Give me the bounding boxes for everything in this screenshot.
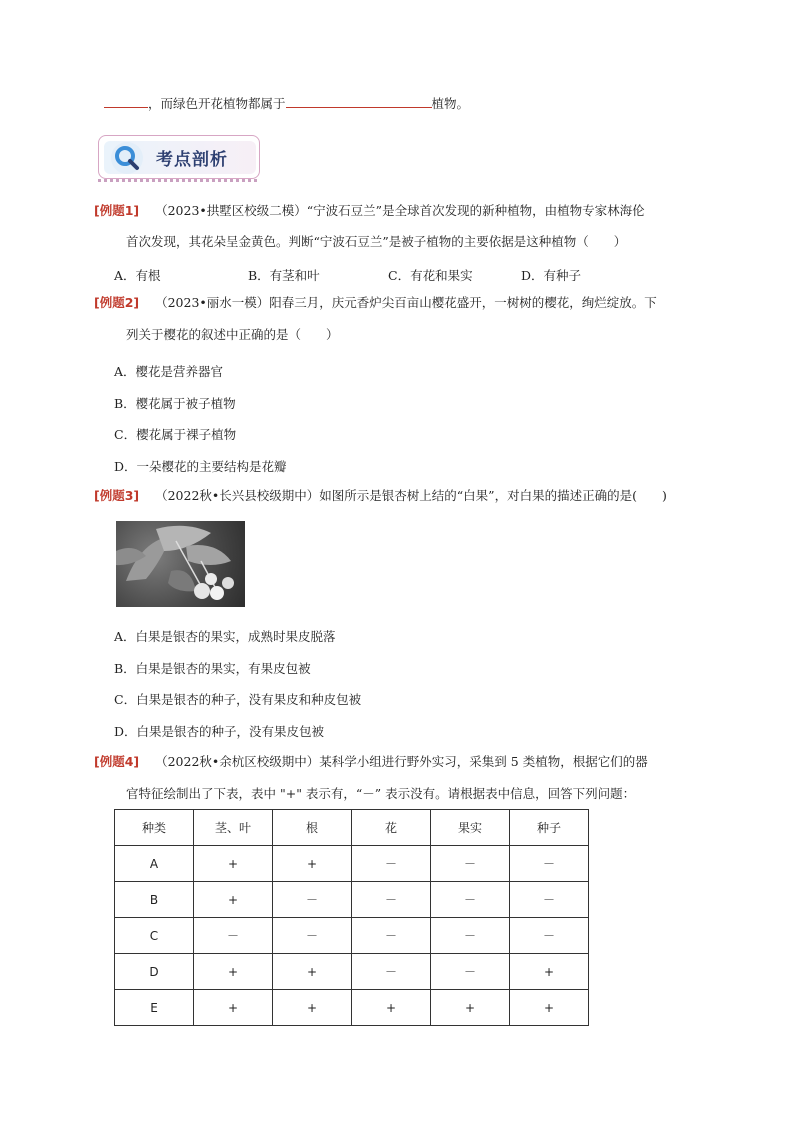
- table-row: [115, 882, 589, 918]
- table-header-cell: 根: [273, 810, 352, 846]
- q2-option-c[interactable]: C．樱花属于裸子植物: [114, 427, 237, 442]
- table-cell: +: [194, 846, 273, 882]
- q1-option-a[interactable]: A．有根: [114, 268, 161, 283]
- table-cell: +: [431, 990, 510, 1026]
- q3-option-c[interactable]: C．白果是银杏的种子，没有果皮和种皮包被: [114, 692, 362, 707]
- q1-option-c[interactable]: C．有花和果实: [388, 268, 473, 283]
- question-text: （2023•拱墅区校级二模）“宁波石豆兰”是全球首次发现的新种植物，由植物专家林海伦: [155, 203, 645, 218]
- table-cell: －: [510, 882, 589, 918]
- question-1-line-1: [94, 198, 645, 224]
- table-header-cell: 种子: [510, 810, 589, 846]
- table-cell: +: [352, 990, 431, 1026]
- table-cell: D: [115, 954, 194, 990]
- table-cell: －: [431, 846, 510, 882]
- banner-decoration: [98, 179, 260, 182]
- ginkgo-photo: [116, 521, 245, 607]
- table-cell: －: [431, 918, 510, 954]
- table-row: [115, 990, 589, 1026]
- table-cell: －: [273, 882, 352, 918]
- question-tag: [例题3]: [94, 488, 140, 503]
- question-tag: [例题4]: [94, 754, 140, 769]
- search-icon: [110, 141, 144, 175]
- table-header-cell: 花: [352, 810, 431, 846]
- table-cell: －: [510, 846, 589, 882]
- table-cell: +: [194, 882, 273, 918]
- question-4-line-2: 官特征绘制出了下表，表中 "+" 表示有，“－” 表示没有。请根据表中信息，回答下列问题：: [126, 786, 636, 801]
- q2-option-a[interactable]: A．樱花是营养器官: [114, 364, 224, 379]
- answer-blank[interactable]: [104, 94, 148, 108]
- answer-blank[interactable]: [286, 94, 432, 108]
- table-cell: －: [352, 954, 431, 990]
- table-cell: +: [273, 846, 352, 882]
- table-cell: +: [194, 954, 273, 990]
- question-2-line-2: 列关于樱花的叙述中正确的是（ ）: [126, 327, 339, 342]
- question-4-line-1: [94, 749, 648, 775]
- table-cell: +: [194, 990, 273, 1026]
- q3-option-b[interactable]: B．白果是银杏的果实，有果皮包被: [114, 661, 311, 676]
- table-cell: －: [510, 918, 589, 954]
- q1-option-d[interactable]: D．有种子: [521, 268, 582, 283]
- intro-suffix: 植物。: [431, 96, 470, 111]
- table-cell: －: [352, 846, 431, 882]
- question-text: （2023•丽水一模）阳春三月，庆元香炉尖百亩山樱花盛开，一树树的樱花，绚烂绽放。下: [155, 295, 657, 310]
- q3-option-a[interactable]: A．白果是银杏的果实，成熟时果皮脱落: [114, 629, 336, 644]
- table-cell: +: [510, 990, 589, 1026]
- question-3-line-1: [94, 483, 667, 509]
- table-row: [115, 846, 589, 882]
- q1-option-b[interactable]: B．有茎和叶: [248, 268, 320, 283]
- table-cell: A: [115, 846, 194, 882]
- table-cell: +: [273, 990, 352, 1026]
- table-header-cell: 茎、叶: [194, 810, 273, 846]
- question-2-line-1: [94, 290, 657, 316]
- table-cell: －: [194, 918, 273, 954]
- question-text: （2022秋•余杭区校级期中）某科学小组进行野外实习，采集到 5 类植物，根据它们的器: [155, 754, 648, 769]
- question-tag: [例题1]: [94, 203, 140, 218]
- plant-organ-table: [114, 809, 589, 1026]
- table-cell: E: [115, 990, 194, 1026]
- table-cell: +: [510, 954, 589, 990]
- table-header-cell: 果实: [431, 810, 510, 846]
- question-text: （2022秋•长兴县校级期中）如图所示是银杏树上结的“白果”，对白果的描述正确的是( ): [155, 488, 667, 503]
- banner-title: 考点剖析: [156, 150, 228, 170]
- table-row: [115, 918, 589, 954]
- table-cell: +: [273, 954, 352, 990]
- table-cell: －: [431, 882, 510, 918]
- table-row: [115, 954, 589, 990]
- table-header-row: [115, 810, 589, 846]
- table-cell: B: [115, 882, 194, 918]
- intro-text: ，而绿色开花植物都属于: [148, 96, 286, 111]
- section-banner: [98, 135, 260, 181]
- table-header-cell: 种类: [115, 810, 194, 846]
- question-tag: [例题2]: [94, 295, 140, 310]
- q3-option-d[interactable]: D．白果是银杏的种子，没有果皮包被: [114, 724, 325, 739]
- table-cell: －: [352, 918, 431, 954]
- table-cell: C: [115, 918, 194, 954]
- q2-option-b[interactable]: B．樱花属于被子植物: [114, 396, 236, 411]
- table-cell: －: [273, 918, 352, 954]
- table-cell: －: [352, 882, 431, 918]
- intro-line: [104, 94, 469, 112]
- question-1-line-2: 首次发现，其花朵呈金黄色。判断“宁波石豆兰”是被子植物的主要依据是这种植物（ ）: [126, 234, 627, 249]
- table-cell: －: [431, 954, 510, 990]
- q2-option-d[interactable]: D．一朵樱花的主要结构是花瓣: [114, 459, 287, 474]
